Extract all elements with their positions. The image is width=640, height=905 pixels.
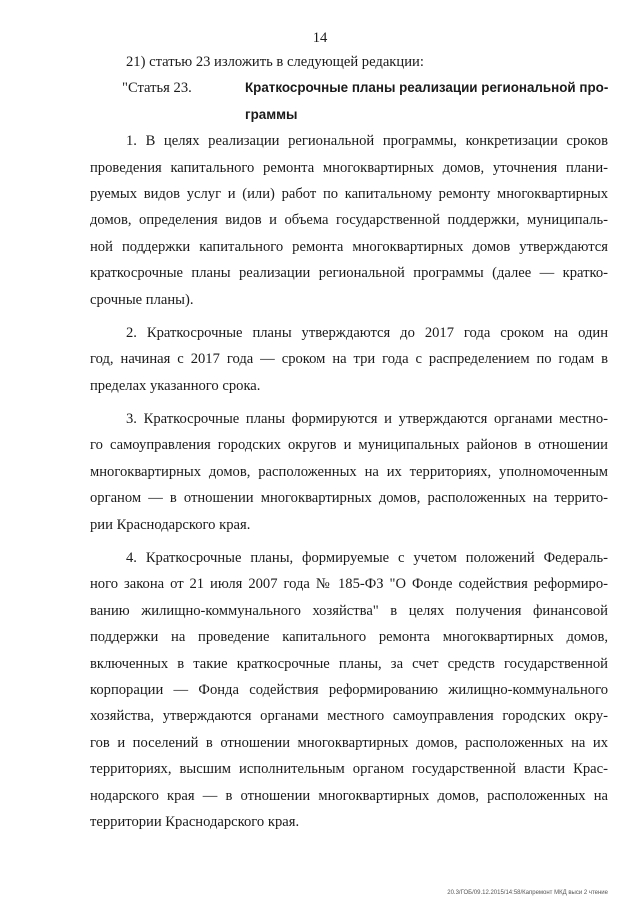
paragraph-gap (90, 538, 608, 545)
article-paragraphs (90, 128, 608, 835)
footer-stamp: 20.3/ГОБ/09.12.2015/14:58/Капремонт МКД выси 2 чтение (447, 890, 608, 896)
paragraph-line: го самоуправления городских округов и муниципальных районов в отношении (90, 437, 608, 454)
paragraph-gap (90, 399, 608, 406)
amendment-intro: 21) статью 23 изложить в следующей редакции: (126, 54, 424, 70)
paragraph-line: 1. В целях реализации региональной программы, конкретизации сроков (126, 133, 608, 150)
paragraph-line: год, начиная с 2017 года — сроком на три года с распределением по годам в (90, 351, 608, 368)
paragraph-line: территориях, высшим исполнительным органом государственной власти Крас- (90, 761, 608, 778)
article-number: "Статья 23. (122, 80, 192, 97)
article-title-line-1: Краткосрочные планы реализации региональной про- (245, 80, 609, 96)
article-heading (90, 75, 608, 101)
paragraph-line: ного закона от 21 июля 2007 года № 185-ФЗ "О Фонде содействия реформиро- (90, 576, 608, 593)
paragraph-line: территории Краснодарского края. (90, 813, 300, 830)
paragraph-line: 3. Краткосрочные планы формируются и утверждаются органами местно- (126, 411, 608, 428)
paragraph-4 (90, 545, 608, 835)
paragraph-line: домов, определения видов и объема государственной поддержки, муниципаль- (90, 212, 608, 229)
paragraph-line: краткосрочные планы реализации региональной программы (далее — кратко- (90, 265, 608, 282)
paragraph-line: гов и поселений в отношении многоквартирных домов, расположенных на их (90, 734, 608, 751)
paragraph-line: органом — в отношении многоквартирных домов, расположенных на террито- (90, 490, 608, 507)
paragraph-line: пределах указанного срока. (90, 377, 261, 394)
paragraph-3 (90, 406, 608, 538)
paragraph-line: ной поддержки капитального ремонта многоквартирных домов утверждаются (90, 238, 608, 255)
paragraph-line: проведения капитального ремонта многоквартирных домов, уточнения плани- (90, 159, 608, 176)
paragraph-1 (90, 128, 608, 313)
paragraph-line: срочные планы). (90, 291, 194, 308)
paragraph-line: поддержки на проведение капитального ремонта многоквартирных домов, (90, 629, 608, 646)
document-body (90, 49, 608, 835)
paragraph-line: корпорации — Фонда содействия реформированию жилищно-коммунального (90, 681, 608, 698)
article-title-line-2: граммы (245, 106, 298, 122)
paragraph-line: 2. Краткосрочные планы утверждаются до 2017 года сроком на один (126, 324, 608, 341)
paragraph-line: рии Краснодарского края. (90, 516, 251, 533)
paragraph-line: нодарского края — в отношении многоквартирных домов, расположенных на (90, 787, 608, 804)
paragraph-line: хозяйства, утверждаются органами местного самоуправления городских окру- (90, 708, 608, 725)
paragraph-line: 4. Краткосрочные планы, формируемые с учетом положений Федераль- (126, 550, 608, 567)
paragraph-line: включенных в такие краткосрочные планы, за счет средств государственной (90, 655, 608, 672)
paragraph-2 (90, 320, 608, 399)
page-number: 14 (312, 30, 328, 46)
paragraph-line: ванию жилищно-коммунального хозяйства" в целях получения финансовой (90, 602, 608, 619)
paragraph-gap (90, 313, 608, 320)
paragraph-line: многоквартирных домов, расположенных на их территориях, уполномоченным (90, 463, 608, 480)
paragraph-line: руемых видов услуг и (или) работ по капитальному ремонту многоквартирных (90, 185, 608, 202)
